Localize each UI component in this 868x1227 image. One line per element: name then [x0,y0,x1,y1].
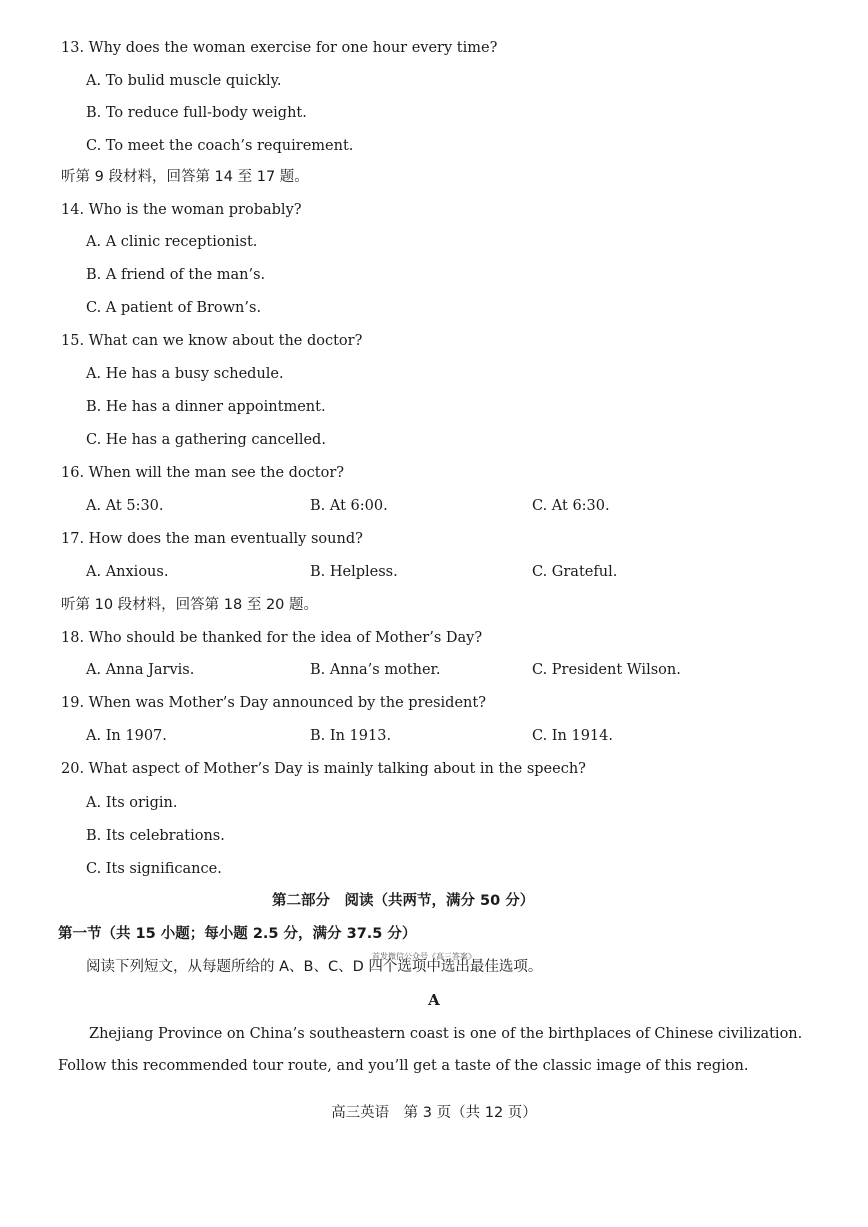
q20-option-b: B. Its celebrations. [86,828,225,844]
watermark: 首发微信公众号《高三答案》 [372,952,476,961]
passage-line-2: Follow this recommended tour route, and you’ll get a taste of the classic image of this region. [58,1058,749,1074]
q16-option-b: B. At 6:00. [310,498,388,514]
q13-option-c: C. To meet the coach’s requirement. [86,138,354,154]
question-20: 20. What aspect of Mother’s Day is mainly talking about in the speech? [61,761,586,777]
question-18: 18. Who should be thanked for the idea of Mother’s Day? [61,630,483,646]
q14-option-a: A. A clinic receptionist. [86,234,258,250]
question-17: 17. How does the man eventually sound? [61,531,363,547]
q20-option-a: A. Its origin. [86,795,178,811]
q15-option-a: A. He has a busy schedule. [86,366,284,382]
instruction-section-9: 听第 9 段材料，回答第 14 至 17 题。 [61,169,309,185]
q18-option-b: B. Anna’s mother. [310,662,441,678]
question-16: 16. When will the man see the doctor? [61,465,345,481]
q18-option-a: A. Anna Jarvis. [86,662,195,678]
q16-option-c: C. At 6:30. [532,498,610,514]
part-two-title: 第二部分 阅读（共两节，满分 50 分） [272,893,535,909]
question-15: 15. What can we know about the doctor? [61,333,363,349]
q19-option-b: B. In 1913. [310,728,392,744]
q13-option-b: B. To reduce full-body weight. [86,105,307,121]
reading-instruction: 阅读下列短文，从每题所给的 A、B、C、D 四个选项中选出最佳选项。 [86,959,543,975]
q17-option-b: B. Helpless. [310,564,398,580]
q17-option-a: A. Anxious. [86,564,169,580]
question-13: 13. Why does the woman exercise for one hour every time? [61,40,498,56]
question-19: 19. When was Mother’s Day announced by the president? [61,695,486,711]
instruction-section-10: 听第 10 段材料，回答第 18 至 20 题。 [61,597,319,613]
q16-option-a: A. At 5:30. [86,498,164,514]
passage-line-1: Zhejiang Province on China’s southeastern coast is one of the birthplaces of Chinese civilization. [89,1026,803,1042]
page-footer: 高三英语 第 3 页（共 12 页） [331,1105,537,1121]
q15-option-b: B. He has a dinner appointment. [86,399,326,415]
q19-option-c: C. In 1914. [532,728,613,744]
q13-option-a: A. To bulid muscle quickly. [86,73,282,89]
q15-option-c: C. He has a gathering cancelled. [86,432,326,448]
q18-option-c: C. President Wilson. [532,662,681,678]
q20-option-c: C. Its significance. [86,861,222,877]
question-14: 14. Who is the woman probably? [61,202,302,218]
q14-option-b: B. A friend of the man’s. [86,267,266,283]
section-one-title: 第一节（共 15 小题；每小题 2.5 分，满分 37.5 分） [58,926,417,942]
q14-option-c: C. A patient of Brown’s. [86,300,262,316]
q19-option-a: A. In 1907. [86,728,167,744]
passage-label: A [428,991,440,1009]
q17-option-c: C. Grateful. [532,564,618,580]
